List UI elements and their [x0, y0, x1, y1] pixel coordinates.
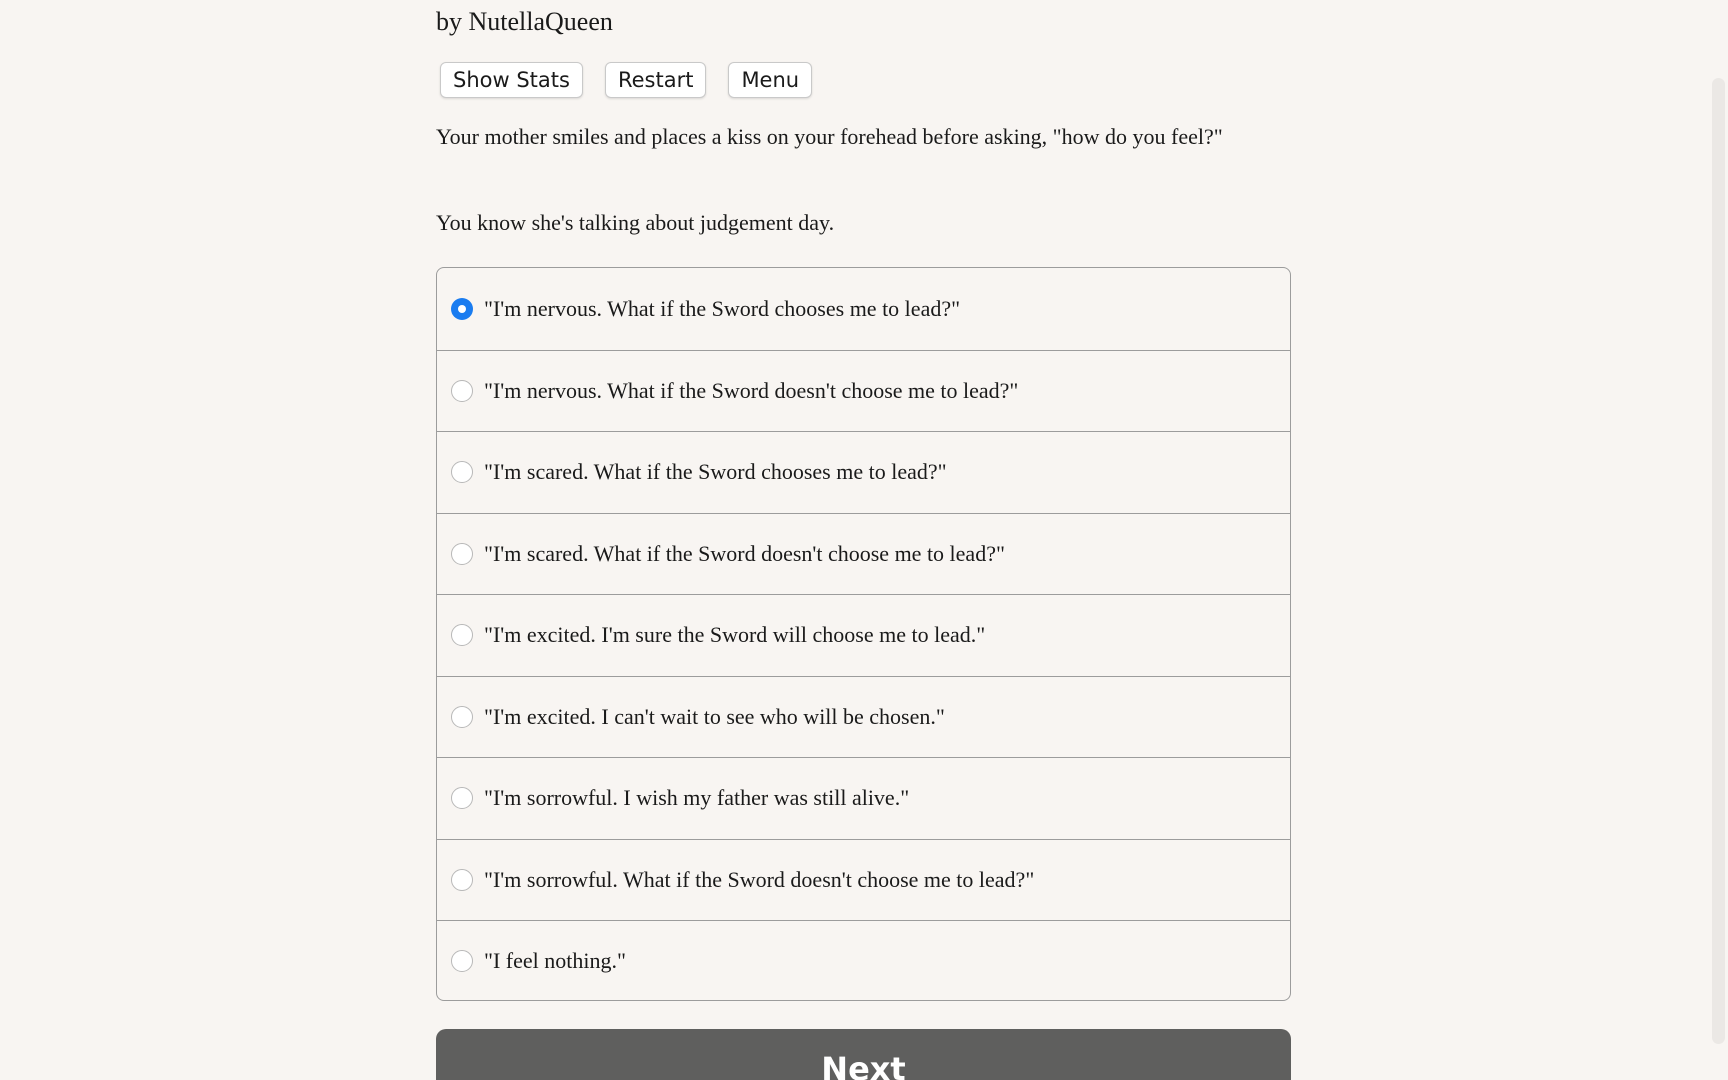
- menu-button[interactable]: Menu: [728, 62, 812, 98]
- show-stats-button[interactable]: Show Stats: [440, 62, 583, 98]
- choice-label: "I'm scared. What if the Sword chooses me to lead?": [484, 459, 947, 485]
- choice-option[interactable]: [437, 350, 1290, 432]
- choice-option[interactable]: [437, 268, 1290, 350]
- choice-label: "I'm scared. What if the Sword doesn't choose me to lead?": [484, 540, 1005, 566]
- toolbar: [440, 62, 812, 98]
- choice-label: "I'm excited. I can't wait to see who will be chosen.": [484, 703, 945, 729]
- radio-button[interactable]: [451, 869, 473, 891]
- restart-button[interactable]: Restart: [605, 62, 706, 98]
- author-line: by NutellaQueen: [436, 7, 613, 36]
- radio-button[interactable]: [451, 543, 473, 565]
- radio-button[interactable]: [451, 461, 473, 483]
- radio-button[interactable]: [451, 787, 473, 809]
- choice-option[interactable]: [437, 920, 1290, 1001]
- choice-option[interactable]: [437, 431, 1290, 513]
- choice-list: [436, 267, 1291, 1001]
- page-scrollbar[interactable]: [1712, 78, 1725, 1044]
- radio-button[interactable]: [451, 624, 473, 646]
- choice-label: "I'm nervous. What if the Sword doesn't choose me to lead?": [484, 377, 1019, 403]
- story-paragraph: You know she's talking about judgement day.: [436, 210, 835, 235]
- choice-label: "I'm excited. I'm sure the Sword will choose me to lead.": [484, 622, 986, 648]
- choice-option[interactable]: [437, 594, 1290, 676]
- radio-button[interactable]: [451, 706, 473, 728]
- choice-label: "I'm sorrowful. What if the Sword doesn't choose me to lead?": [484, 866, 1035, 892]
- choice-option[interactable]: [437, 757, 1290, 839]
- radio-button[interactable]: [451, 950, 473, 972]
- next-button[interactable]: Next: [436, 1029, 1291, 1080]
- radio-button-selected[interactable]: [451, 298, 473, 320]
- choice-label: "I feel nothing.": [484, 948, 626, 974]
- story-paragraph: Your mother smiles and places a kiss on your forehead before asking, "how do you feel?": [436, 124, 1223, 149]
- choice-option[interactable]: [437, 839, 1290, 921]
- radio-button[interactable]: [451, 380, 473, 402]
- choice-option[interactable]: [437, 513, 1290, 595]
- choice-label: "I'm nervous. What if the Sword chooses me to lead?": [484, 295, 961, 321]
- choice-label: "I'm sorrowful. I wish my father was still alive.": [484, 785, 910, 811]
- choice-option[interactable]: [437, 676, 1290, 758]
